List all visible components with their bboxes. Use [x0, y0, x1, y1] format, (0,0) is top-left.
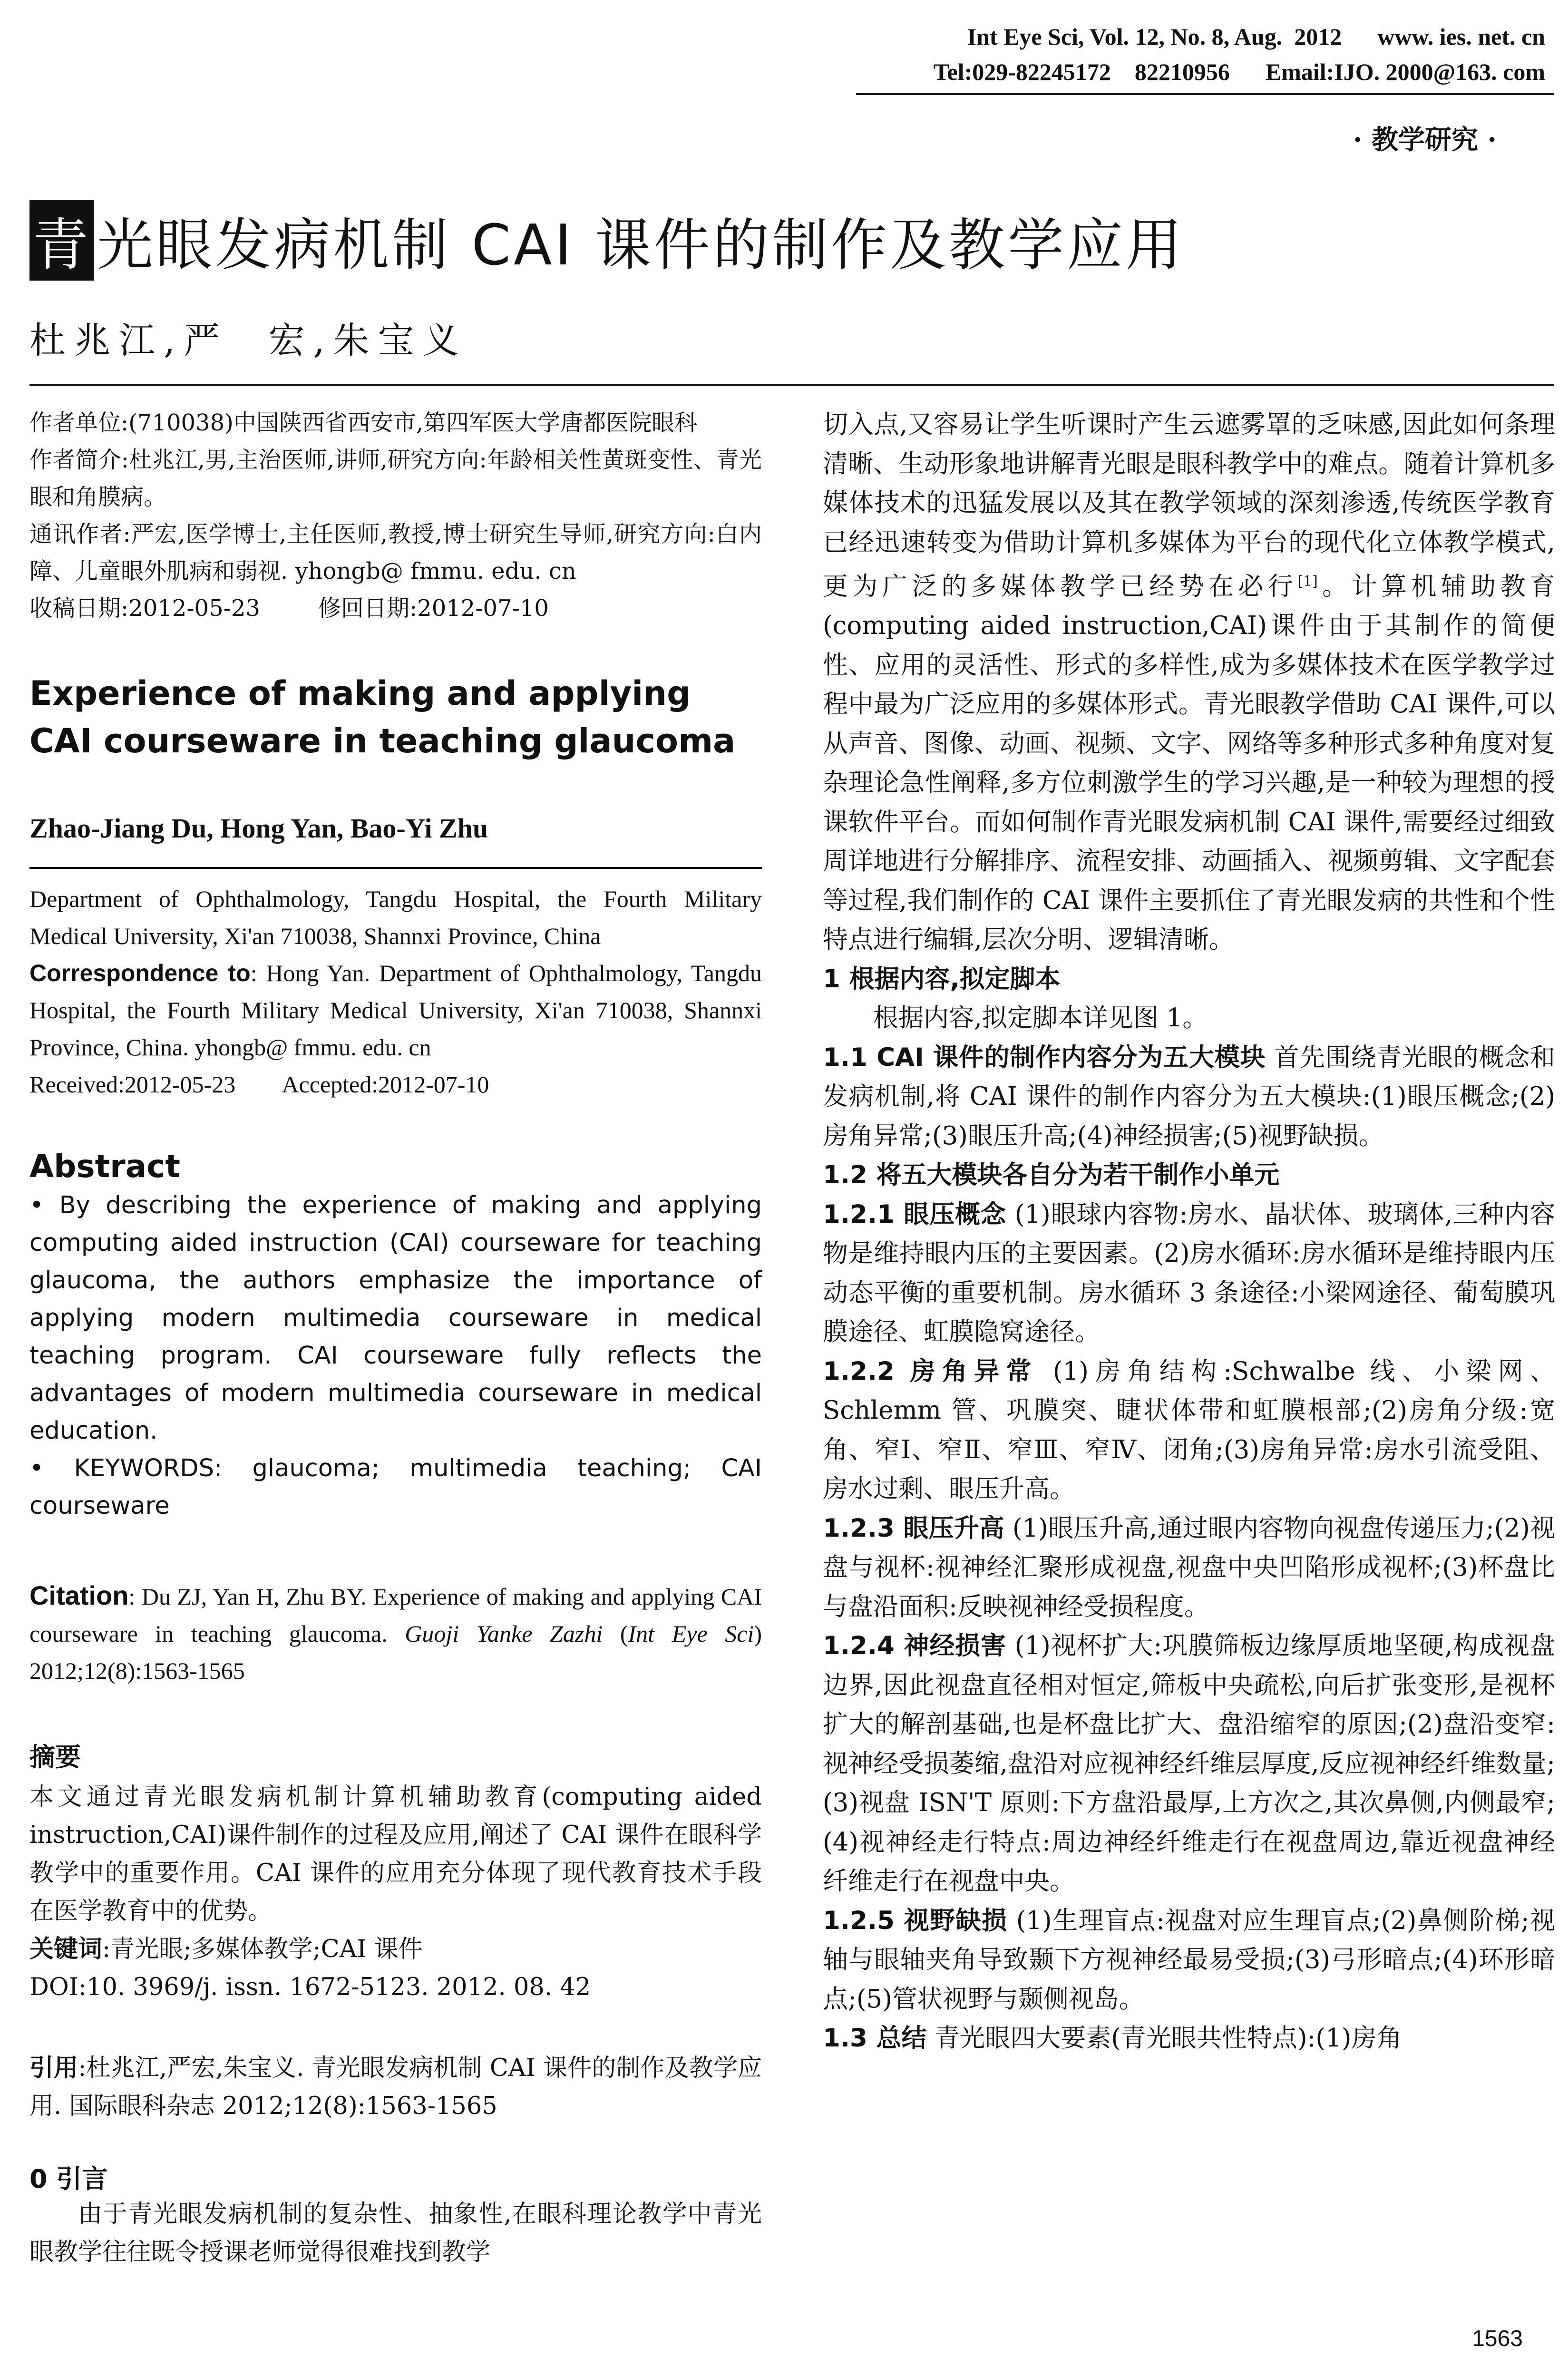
section-1-2-2 [823, 1352, 1555, 1509]
author-correspondence: 通讯作者:严宏,医学博士,主任医师,教授,博士研究生导师,研究方向:白内障、儿童眼外肌病和弱视. yhongb@ fmmu. edu. cn [29, 521, 762, 585]
right-body [823, 405, 1555, 2058]
section-1-text: 根据内容,拟定脚本详见图 1。 [873, 1003, 1208, 1033]
citation-text: : Du ZJ, Yan H, Zhu BY. Experience of making and applying CAI courseware in teaching glaucoma. [29, 1583, 762, 1647]
section-1-2-heading: 1.2 将五大模块各自分为若干制作小单元 [823, 1160, 1280, 1190]
section-1-2-2-heading: 1.2.2 房角异常 [823, 1356, 1038, 1386]
section-1-2-4-text: (1)视杯扩大:巩膜筛板边缘厚质地坚硬,构成视盘边界,因此视盘直径相对恒定,筛板中央疏松,向后扩张变形,是视杯扩大的解剖基础,也是杯盘比扩大、盘沿缩窄的原因;(2)盘沿变窄:视神经受损萎缩,盘沿对应视神经纤维层厚度,反应视神经纤维数量;(3)视盘 ISN'T 原则:下方盘沿最厚,上方次之,其次鼻侧,内侧最窄;(4)视神经走行特点:周边神经纤维走行在视盘周边,靠近视盘神经纤维走行在视盘中央。 [823, 1631, 1555, 1896]
citation-label: Citation [29, 1580, 129, 1610]
title-drop-char: 青 [29, 200, 94, 281]
english-authors: Zhao-Jiang Du, Hong Yan, Bao-Yi Zhu [29, 813, 488, 844]
zh-citation [29, 2049, 762, 2125]
section-tag: · 教学研究 · [1353, 124, 1497, 156]
citation-journal-abbr: Int Eye Sci [628, 1620, 754, 1647]
title-rest: 光眼发病机制 CAI 课件的制作及教学应用 [97, 212, 1185, 278]
intro-body [29, 2195, 762, 2271]
abstract-keywords: • KEYWORDS: glaucoma; multimedia teaching; CAI courseware [29, 1454, 762, 1520]
english-title: Experience of making and applying CAI courseware in teaching glaucoma [29, 674, 736, 760]
english-dates: Received:2012-05-23 Accepted:2012-07-10 [29, 1071, 489, 1098]
section-1-3-text: 青光眼四大要素(青光眼共性特点):(1)房角 [926, 2024, 1402, 2053]
author-dates: 收稿日期:2012-05-23 修回日期:2012-07-10 [29, 595, 549, 622]
journal-header-line2: Tel:029-82245172 82210956 Email:IJO. 2000@163. com [933, 58, 1545, 85]
title-rule [29, 384, 1554, 386]
section-1-3-heading: 1.3 总结 [823, 2024, 927, 2053]
zh-citation-text: :杜兆江,严宏,朱宝义. 青光眼发病机制 CAI 课件的制作及教学应用. 国际眼科杂志 2012;12(8):1563-1565 [29, 2054, 762, 2120]
author-info [29, 404, 762, 627]
intro-paragraph-1: 由于青光眼发病机制的复杂性、抽象性,在眼科理论教学中青光眼教学往往既令授课老师觉得很难找到教学 [29, 2200, 762, 2266]
section-1-2-3-heading: 1.2.3 眼压升高 [823, 1513, 1004, 1543]
section-1-2-4 [823, 1627, 1555, 1901]
article-title [29, 200, 1185, 281]
citation-journal: Guoji Yanke Zazhi [405, 1620, 603, 1647]
zh-keywords [29, 1930, 762, 1968]
citation-tail: 2012;12(8):1563-1565 [29, 1657, 245, 1684]
correspondence-text: : Hong Yan. Department of Ophthalmology, Tangdu Hospital, the Fourth Military Medical University, Xi'an 710038, Shannxi Province, China. yhongb@ fmmu. edu. cn [29, 960, 762, 1061]
zh-abstract [29, 1778, 762, 2007]
intro-heading: 0 引言 [29, 2164, 108, 2194]
section-1-3 [823, 2019, 1555, 2058]
section-1-2-1-heading: 1.2.1 眼压概念 [823, 1199, 1006, 1229]
section-1-2-5-heading: 1.2.5 视野缺损 [823, 1906, 1008, 1935]
section-1-1 [823, 1038, 1555, 1156]
intro-continued-b: 。计算机辅助教育(computing aided instruction,CAI)课件由于其制作的简便性、应用的灵活性、形式的多样性,成为多媒体技术在医学教学过程中最为广泛应用的多媒体形式。青光眼教学借助 CAI 课件,可以从声音、图像、动画、视频、文字、网络等多种形式多种角度对复杂理论急性阐释,多方位刺激学生的学习兴趣,是一种较为理想的授课软件平台。而如何制作青光眼发病机制 CAI 课件,需要经过细致周详地进行分解排序、流程安排、动画插入、视频剪辑、文字配套等过程,我们制作的 CAI 课件主要抓住了青光眼发病的共性和个性特点进行编辑,层次分明、逻辑清晰。 [823, 572, 1556, 955]
right-column [823, 405, 1555, 2058]
journal-header-line1: Int Eye Sci, Vol. 12, No. 8, Aug. 2012 www. ies. net. cn [967, 23, 1545, 50]
zh-abstract-body: 本文通过青光眼发病机制计算机辅助教育(computing aided instruction,CAI)课件制作的过程及应用,阐述了 CAI 课件在眼科学教学中的重要作用。CAI 课件的应用充分体现了现代教育技术手段在医学教育中的优势。 [29, 1783, 762, 1925]
section-1-1-text: 首先围绕青光眼的概念和发病机制,将 CAI 课件的制作内容分为五大模块:(1)眼压概念;(2)房角异常;(3)眼压升高;(4)神经损害;(5)视野缺损。 [823, 1042, 1555, 1150]
zh-abstract-heading: 摘要 [29, 1742, 81, 1772]
english-info [29, 880, 762, 1103]
section-1-2-3 [823, 1509, 1555, 1627]
zh-keywords-text: :青光眼;多媒体教学;CAI 课件 [102, 1935, 423, 1963]
zh-keywords-label: 关键词 [29, 1935, 103, 1963]
authors-cn: 杜兆江,严 宏,朱宝义 [29, 319, 467, 361]
author-bio: 作者简介:杜兆江,男,主治医师,讲师,研究方向:年龄相关性黄斑变性、青光眼和角膜病。 [29, 447, 762, 510]
section-1-heading: 1 根据内容,拟定脚本 [823, 964, 1061, 994]
reference-1: [1] [1297, 573, 1318, 590]
abstract-text: • By describing the experience of making and applying computing aided instruction (CAI) courseware for teaching glaucoma, the authors emphasize the importance of applying modern multimedia courseware in medical teaching program. CAI courseware fully reflects the advantages of modern multimedia courseware in medical education. [29, 1191, 762, 1445]
zh-citation-label: 引用 [29, 2054, 78, 2082]
left-column [29, 404, 762, 2271]
section-1-2-5-text: (1)生理盲点:视盘对应生理盲点;(2)鼻侧阶梯;视轴与眼轴夹角导致颞下方视神经最易受损;(3)弓形暗点;(4)环形暗点;(5)管状视野与颞侧视岛。 [823, 1906, 1555, 2014]
intro-continued-a: 切入点,又容易让学生听课时产生云遮雾罩的乏味感,因此如何条理清晰、生动形象地讲解青光眼是眼科教学中的难点。随着计算机多媒体技术的迅猛发展以及其在教学领域的深刻渗透,传统医学教育已经迅速转变为借助计算机多媒体为平台的现代化立体教学模式,更为广泛的多媒体教学已经势在必行 [823, 410, 1555, 601]
zh-doi: DOI:10. 3969/j. issn. 1672-5123. 2012. 08. 42 [29, 1973, 591, 2001]
intro-continued [823, 405, 1555, 960]
correspondence-label: Correspondence to [29, 960, 251, 986]
section-1-2-3-text: (1)眼压升高,通过眼内容物向视盘传递压力;(2)视盘与视杯:视神经汇聚形成视盘,视盘中央凹陷形成视杯;(3)杯盘比与盘沿面积:反映视神经受损程度。 [823, 1513, 1555, 1621]
english-authors-rule [29, 867, 762, 869]
section-1-2-2-text: (1)房角结构:Schwalbe 线、小梁网、Schlemm 管、巩膜突、睫状体带和虹膜根部;(2)房角分级:宽角、窄Ⅰ、窄Ⅱ、窄Ⅲ、窄Ⅳ、闭角;(3)房角异常:房水引流受阻、房水过剩、眼压升高。 [823, 1356, 1555, 1504]
citation-en: Citation: Du ZJ, Yan H, Zhu BY. Experience of making and applying CAI courseware in teaching glaucoma. Guoji Yanke Zazhi (Int Eye Sci) 2012;12(8):1563-1565 [29, 1580, 762, 1684]
abstract-heading: Abstract [29, 1148, 180, 1185]
abstract-body [29, 1187, 762, 1525]
english-correspondence [29, 955, 762, 1066]
section-1-2-1 [823, 1195, 1555, 1352]
section-1-2-5 [823, 1901, 1555, 2019]
page-number: 1563 [1472, 2326, 1523, 2351]
author-unit: 作者单位:(710038)中国陕西省西安市,第四军医大学唐都医院眼科 [29, 409, 698, 436]
section-1-2-4-heading: 1.2.4 神经损害 [823, 1631, 1006, 1661]
section-1-1-heading: 1.1 CAI 课件的制作内容分为五大模块 [823, 1042, 1266, 1072]
section-1-2-1-text: (1)眼球内容物:房水、晶状体、玻璃体,三种内容物是维持眼内压的主要因素。(2)房水循环:房水循环是维持眼内压动态平衡的重要机制。房水循环 3 条途径:小梁网途径、葡萄膜巩膜途径、虹膜隐窝途径。 [823, 1199, 1555, 1347]
header-rule [856, 93, 1554, 95]
english-department: Department of Ophthalmology, Tangdu Hospital, the Fourth Military Medical University, Xi'an 710038, Shannxi Province, China [29, 886, 762, 949]
